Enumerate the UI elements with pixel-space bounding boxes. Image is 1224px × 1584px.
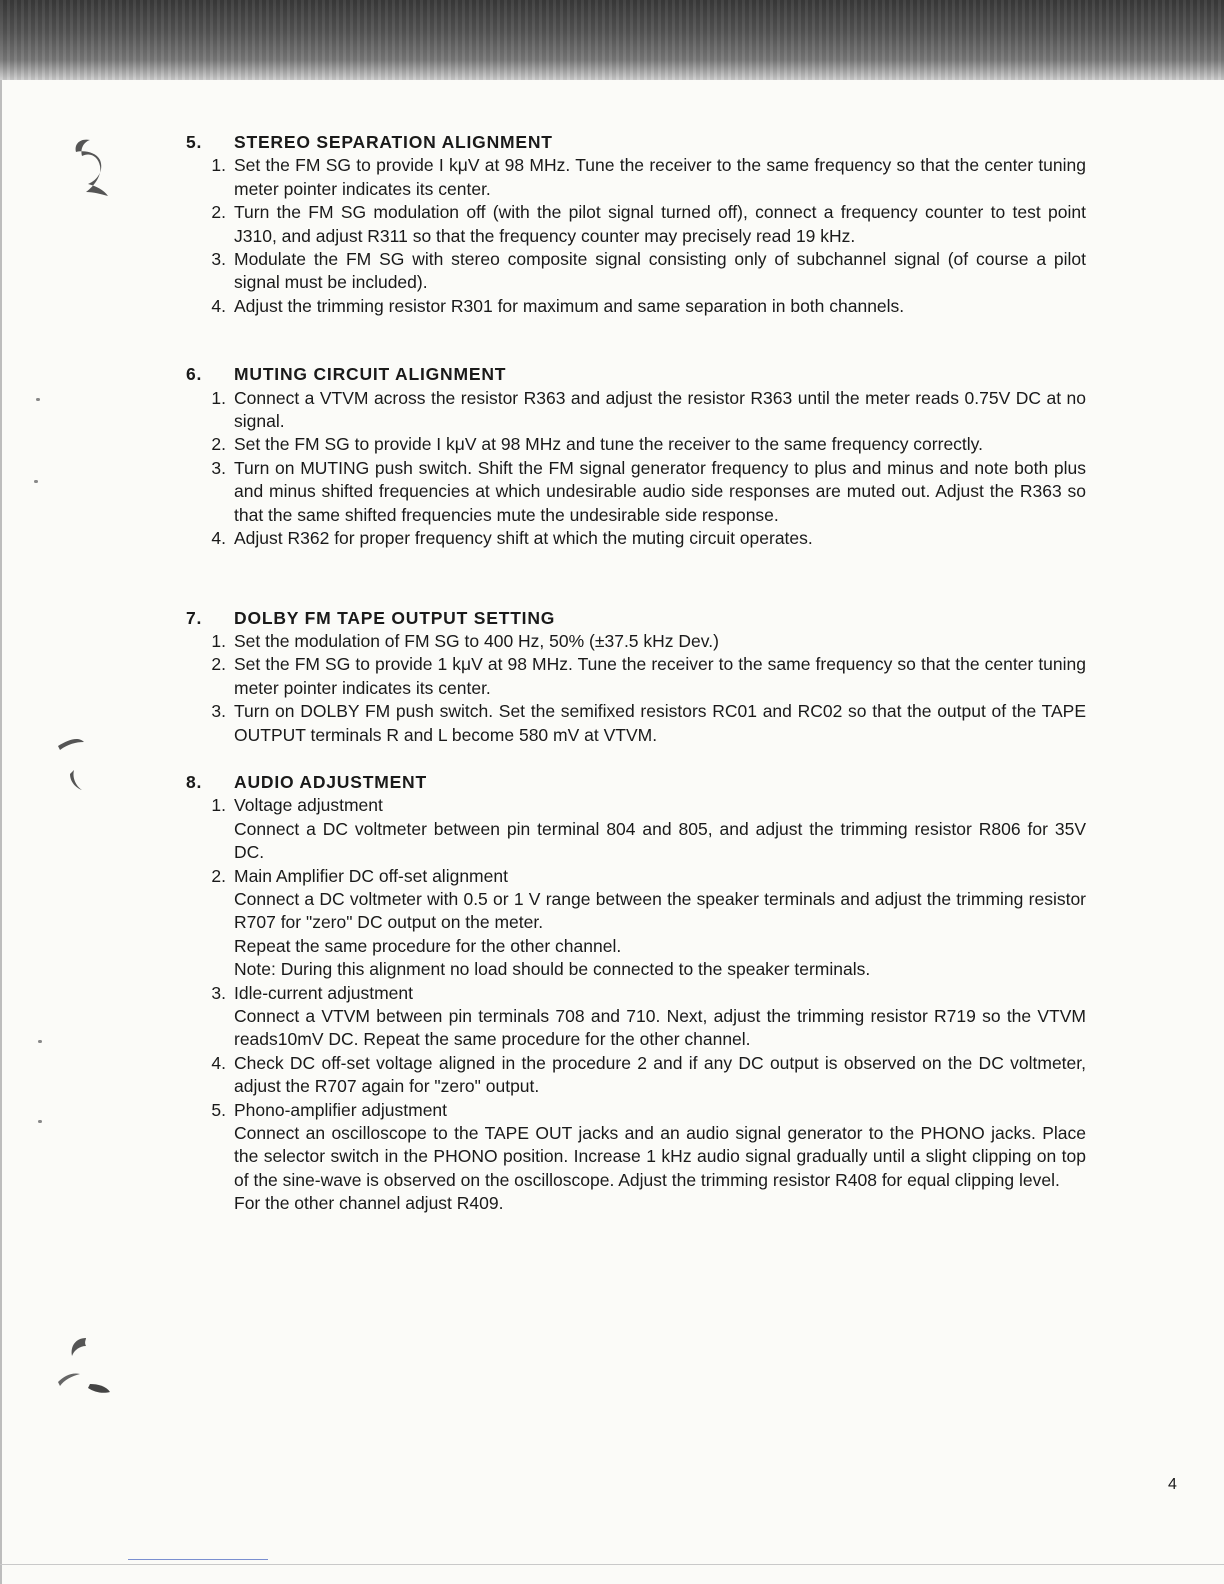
scan-speck xyxy=(38,1040,42,1043)
section-heading xyxy=(186,771,1086,794)
section-title: MUTING CIRCUIT ALIGNMENT xyxy=(234,364,507,385)
step-number: 1. xyxy=(211,155,226,176)
step-number: 2. xyxy=(211,654,226,675)
step-item xyxy=(186,248,1086,295)
page-bottom-rule xyxy=(0,1564,1224,1565)
section-stereo-separation xyxy=(186,131,1086,318)
section-number: 8. xyxy=(186,771,203,792)
step-text: Connect a DC voltmeter between pin terminal 804 and 805, and adjust the trimming resistor R806 for 35V DC. xyxy=(234,818,1086,863)
step-text: Turn the FM SG modulation off (with the pilot signal turned off), connect a frequency counter to test point J310, and adjust R311 so that the frequency counter may precisely read 19 kHz. xyxy=(234,202,1086,246)
step-item xyxy=(186,387,1086,434)
section-heading xyxy=(186,363,1086,386)
step-number: 3. xyxy=(211,249,226,270)
step-text: Adjust R362 for proper frequency shift at which the muting circuit operates. xyxy=(234,528,813,549)
step-item xyxy=(186,295,1086,318)
step-text: Adjust the trimming resistor R301 for maximum and same separation in both channels. xyxy=(234,295,905,316)
step-text: Set the FM SG to provide I kμV at 98 MHz and tune the receiver to the same frequency correctly. xyxy=(234,434,983,455)
scan-speck xyxy=(36,398,40,401)
step-number: 2. xyxy=(211,202,226,223)
section-number: 5. xyxy=(186,132,203,152)
scan-header-band xyxy=(0,0,1224,80)
step-note: Note: During this alignment no load should be connected to the speaker terminals. xyxy=(234,959,871,980)
step-number: 3. xyxy=(211,701,226,722)
step-text: Set the modulation of FM SG to 400 Hz, 50% (±37.5 kHz Dev.) xyxy=(234,630,719,651)
section-number: 6. xyxy=(186,364,203,385)
step-number: 5. xyxy=(211,1099,226,1120)
step-text: Connect an oscilloscope to the TAPE OUT jacks and an audio signal generator to the PHONO jacks. Place the selector switch in the PHONO position. Increase 1 kHz audio signal gradually until a slight clipping on top of the sine-wave is observed on the oscilloscope. Adjust the trimming resistor R408 for equal clipping level. xyxy=(234,1123,1086,1190)
binder-hole-mark-middle xyxy=(50,730,118,802)
step-item xyxy=(186,982,1086,1052)
scan-bottom-mark xyxy=(128,1559,268,1560)
step-item xyxy=(186,457,1086,527)
page-number: 4 xyxy=(1168,1476,1177,1493)
step-item xyxy=(186,433,1086,456)
step-text: Check DC off-set voltage aligned in the procedure 2 and if any DC output is observed on the DC voltmeter, adjust the R707 again for "zero" output. xyxy=(234,1052,1086,1097)
step-item xyxy=(186,865,1086,982)
step-text: Connect a DC voltmeter with 0.5 or 1 V range between the speaker terminals and adjust the trimming resistor R707 for "zero" DC output on the meter. xyxy=(234,888,1086,933)
step-item xyxy=(186,794,1086,864)
step-item xyxy=(186,1099,1086,1216)
step-text: Connect a VTVM between pin terminals 708 and 710. Next, adjust the trimming resistor R719 so the VTVM reads10mV DC. Repeat the same procedure for the other channel. xyxy=(234,1006,1086,1050)
step-item xyxy=(186,653,1086,700)
step-number: 1. xyxy=(211,387,226,408)
step-number: 4. xyxy=(211,528,226,549)
step-number: 4. xyxy=(211,1052,226,1073)
step-number: 3. xyxy=(211,982,226,1003)
step-item xyxy=(186,630,1086,653)
page-left-edge xyxy=(0,80,2,1584)
step-number: 3. xyxy=(211,457,226,478)
scan-speck xyxy=(38,1120,42,1123)
scan-speck xyxy=(34,480,38,483)
section-title: STEREO SEPARATION ALIGNMENT xyxy=(234,132,553,152)
step-text: Modulate the FM SG with stereo composite signal consisting only of subchannel signal (of course a pilot signal must be included). xyxy=(234,249,1086,293)
step-number: 1. xyxy=(211,630,226,651)
section-audio-adjustment xyxy=(186,771,1086,1216)
step-item xyxy=(186,700,1086,747)
step-item xyxy=(186,201,1086,248)
section-title: DOLBY FM TAPE OUTPUT SETTING xyxy=(234,607,556,628)
step-text: Turn on MUTING push switch. Shift the FM signal generator frequency to plus and minus and note both plus and minus shifted frequencies at which undesirable audio side responses are muted out. Adjust the R363 so that the same shifted frequencies mute the undesirable side response. xyxy=(234,457,1086,525)
binder-hole-mark-top xyxy=(50,130,118,202)
binder-hole-mark-bottom xyxy=(50,1330,118,1402)
section-title: AUDIO ADJUSTMENT xyxy=(234,771,427,792)
step-text: Repeat the same procedure for the other channel. xyxy=(234,935,622,956)
section-number: 7. xyxy=(186,607,203,628)
step-subtitle: Main Amplifier DC off-set alignment xyxy=(234,865,508,886)
section-heading xyxy=(186,131,1086,154)
step-text: For the other channel adjust R409. xyxy=(234,1193,504,1214)
step-subtitle: Phono-amplifier adjustment xyxy=(234,1099,448,1120)
step-number: 1. xyxy=(211,795,226,816)
step-number: 2. xyxy=(211,434,226,455)
section-muting-circuit xyxy=(186,363,1086,550)
step-item xyxy=(186,1052,1086,1099)
step-text: Set the FM SG to provide I kμV at 98 MHz. Tune the receiver to the same frequency so that the center tuning meter pointer indicates its center. xyxy=(234,155,1086,199)
step-text: Connect a VTVM across the resistor R363 and adjust the resistor R363 until the meter reads 0.75V DC at no signal. xyxy=(234,387,1086,432)
document-body xyxy=(186,131,1086,1240)
step-text: Turn on DOLBY FM push switch. Set the semifixed resistors RC01 and RC02 so that the output of the TAPE OUTPUT terminals R and L become 580 mV at VTVM. xyxy=(234,701,1086,745)
step-item xyxy=(186,527,1086,550)
section-heading xyxy=(186,607,1086,630)
step-number: 4. xyxy=(211,295,226,316)
section-dolby-fm xyxy=(186,607,1086,747)
step-subtitle: Voltage adjustment xyxy=(234,795,383,816)
step-item xyxy=(186,154,1086,201)
step-number: 2. xyxy=(211,865,226,886)
step-text: Set the FM SG to provide 1 kμV at 98 MHz. Tune the receiver to the same frequency so that the center tuning meter pointer indicates its center. xyxy=(234,654,1086,698)
step-subtitle: Idle-current adjustment xyxy=(234,982,413,1003)
